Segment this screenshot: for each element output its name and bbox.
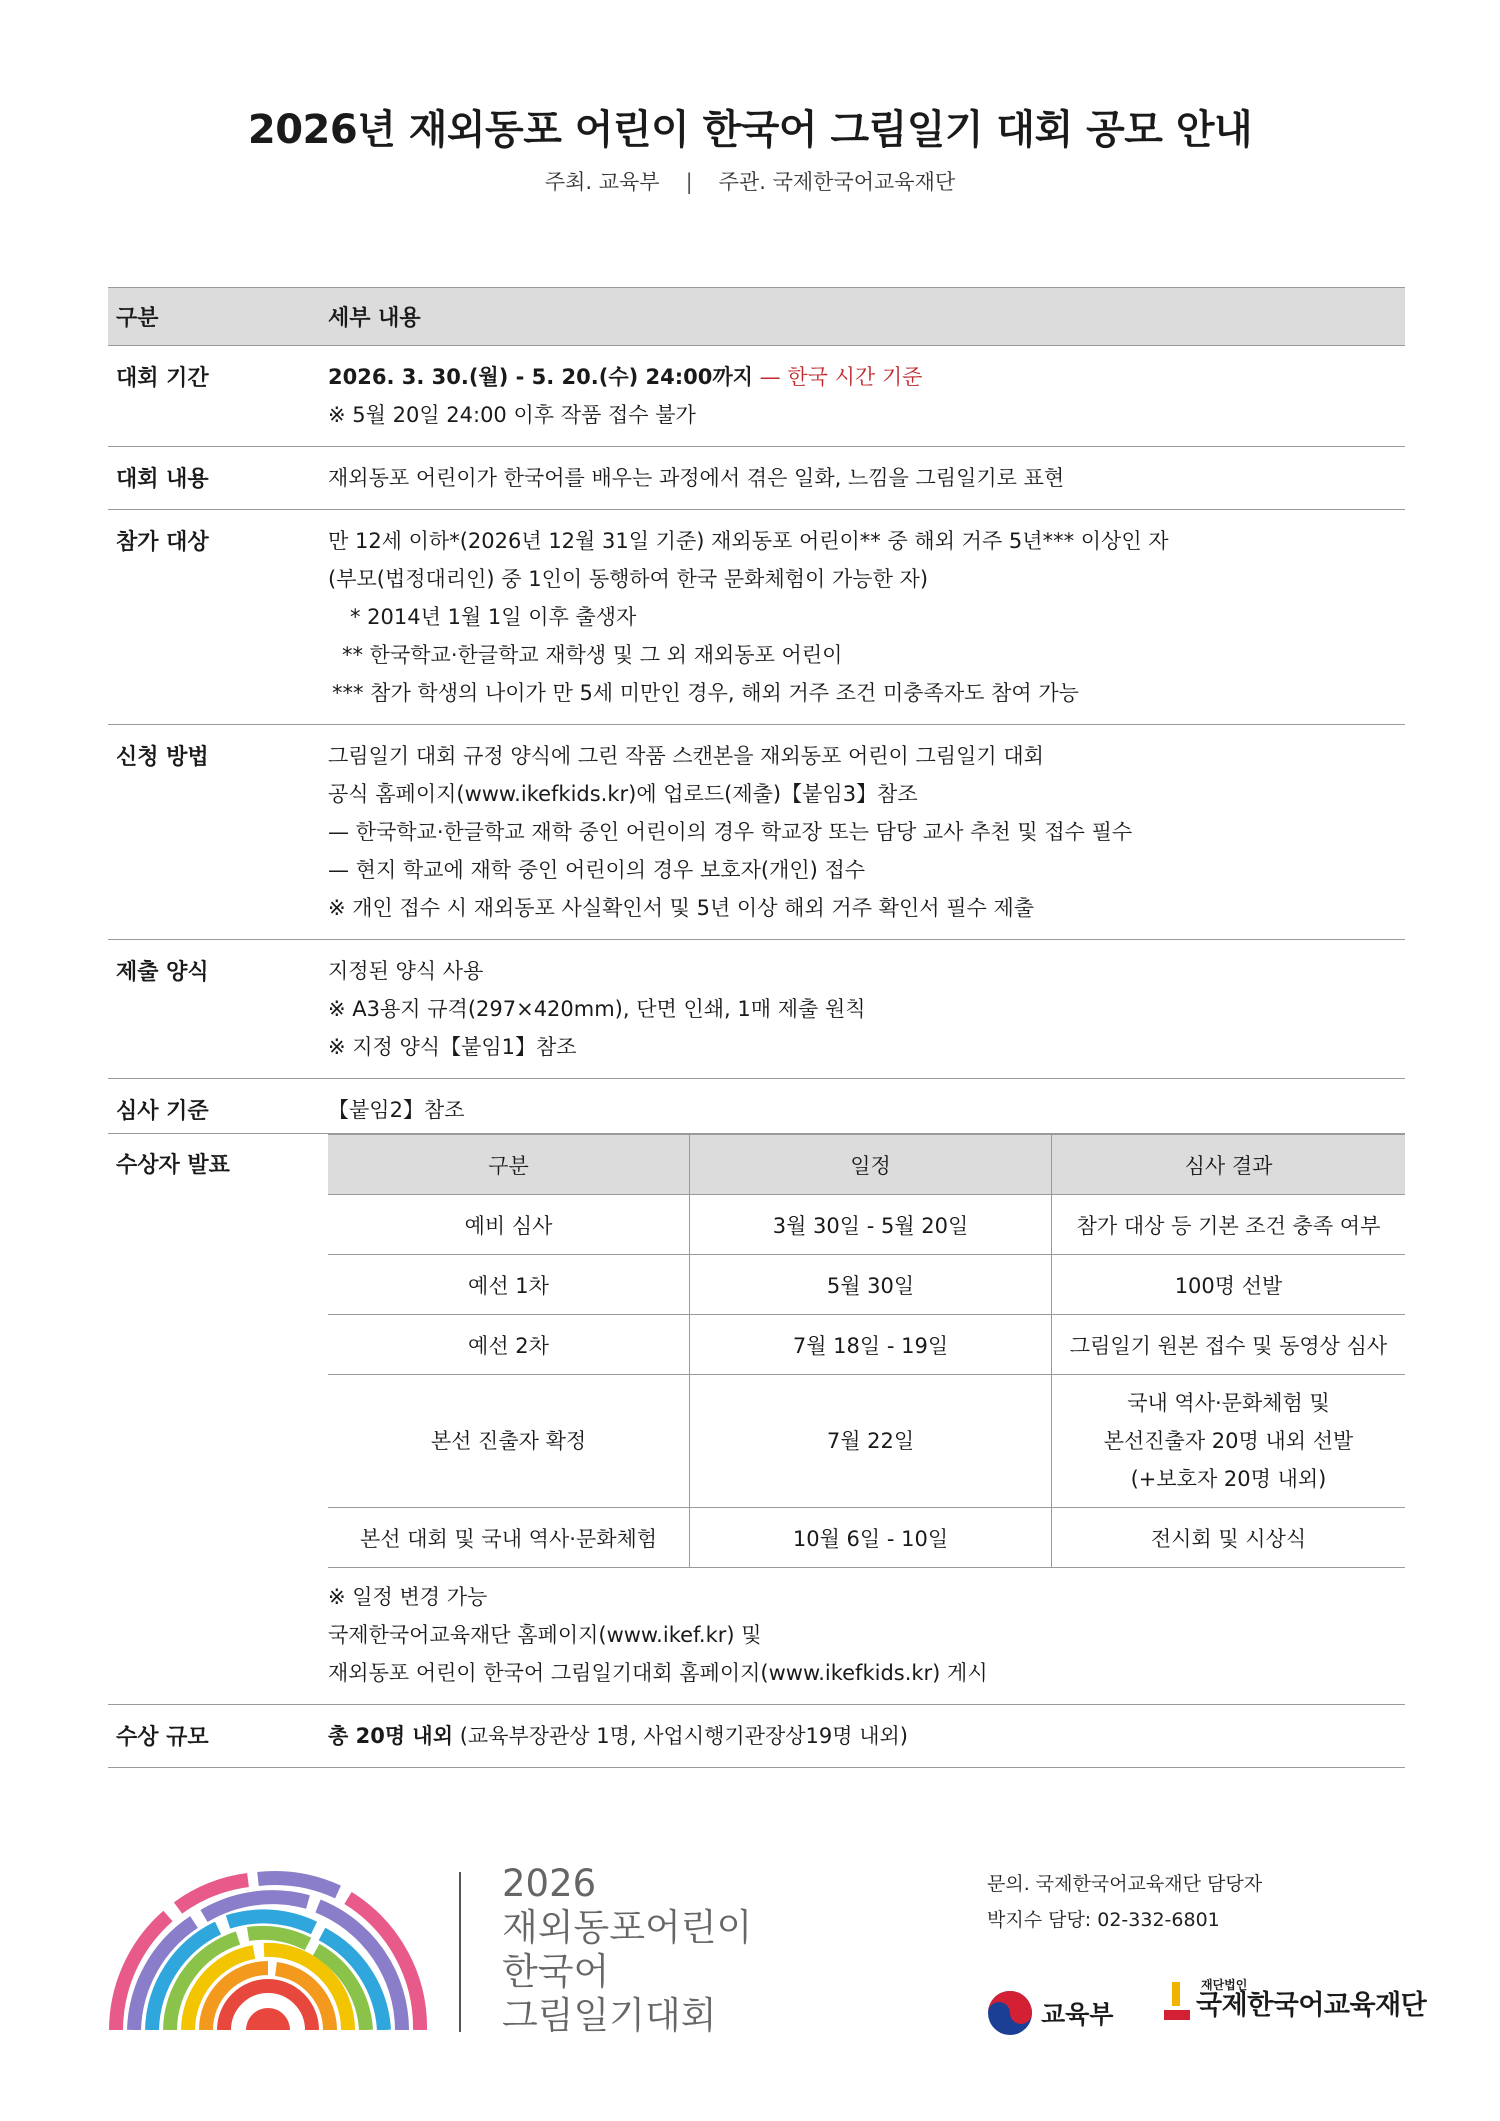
row-application [108,725,1405,940]
schedule-date: 3월 30일 - 5월 20일 [690,1195,1052,1255]
application-label: 신청 방법 [116,745,209,770]
foundation-mark-icon [1164,1980,1190,2022]
schedule-table [328,1134,1405,1568]
row-period [108,346,1405,447]
logo-text-line: 그림일기대회 [502,1994,717,2037]
schedule-header-result: 심사 결과 [1052,1135,1406,1195]
schedule-date: 7월 18일 - 19일 [690,1315,1052,1375]
eligibility-note: ** 한국학교·한글학교 재학생 및 그 외 재외동포 어린이 [342,643,843,667]
schedule-header-stage: 구분 [328,1135,690,1195]
content-label: 대회 내용 [116,467,209,492]
application-line: 공식 홈페이지(www.ikefkids.kr)에 업로드(제출)【붙임3】참조 [328,782,918,806]
announcement-label: 수상자 발표 [116,1153,230,1178]
ikef-text: 국제한국어교육재단 [1196,1990,1427,2021]
schedule-stage: 본선 진출자 확정 [328,1375,690,1508]
application-line: 그림일기 대회 규정 양식에 그린 작품 스캔본을 재외동포 어린이 그림일기 대회 [328,744,1044,768]
eligibility-line: (부모(법정대리인) 중 1인이 동행하여 한국 문화체험이 가능한 자) [328,567,929,591]
header-detail: 세부 내용 [328,306,421,331]
schedule-stage: 예비 심사 [328,1195,690,1255]
contest-logo-icon [108,1870,428,2030]
schedule-stage: 예선 1차 [328,1255,690,1315]
schedule-result: 참가 대상 등 기본 조건 충족 여부 [1052,1195,1406,1255]
application-line: — 한국학교·한글학교 재학 중인 어린이의 경우 학교장 또는 담당 교사 추천 및 접수 필수 [328,820,1133,844]
schedule-stage: 본선 대회 및 국내 역사·문화체험 [328,1508,690,1568]
schedule-result: 그림일기 원본 접수 및 동영상 심사 [1052,1315,1406,1375]
schedule-row [328,1508,1405,1568]
contact-line: 문의. 국제한국어교육재단 담당자 [987,1873,1263,1895]
row-criteria [108,1079,1405,1134]
schedule-row [328,1375,1405,1508]
eligibility-note: * 2014년 1월 1일 이후 출생자 [350,605,637,629]
period-label: 대회 기간 [116,366,209,391]
submission-line: ※ A3용지 규격(297×420mm), 단면 인쇄, 1매 제출 원칙 [328,997,866,1021]
period-sub-note: ※ 5월 20일 24:00 이후 작품 접수 불가 [328,403,696,427]
row-content [108,447,1405,510]
schedule-result [1052,1375,1406,1508]
footer-divider [459,1872,461,2032]
eligibility-note: *** 참가 학생의 나이가 만 5세 미만인 경우, 해외 거주 조건 미충족자도 참여 가능 [332,681,1079,705]
info-table-header [108,287,1405,346]
schedule-result: 전시회 및 시상식 [1052,1508,1406,1568]
schedule-row [328,1195,1405,1255]
content-text: 재외동포 어린이가 한국어를 배우는 과정에서 겪은 일화, 느낌을 그림일기로 표현 [328,466,1065,490]
announcement-note: 국제한국어교육재단 홈페이지(www.ikef.kr) 및 [328,1623,762,1647]
logo-text-line: 재외동포어린이 [502,1906,753,1949]
ikef-logo [1164,1980,1426,2022]
schedule-date: 5월 30일 [690,1255,1052,1315]
info-table [108,287,1405,1768]
period-main: 2026. 3. 30.(월) - 5. 20.(수) 24:00까지 [328,365,753,389]
header-category: 구분 [116,306,159,331]
moe-text: 교육부 [1041,2000,1114,2029]
submission-line: 지정된 양식 사용 [328,959,484,983]
awards-total: 총 20명 내외 [328,1724,453,1748]
schedule-stage: 예선 2차 [328,1315,690,1375]
organizer-text: 주관. 국제한국어교육재단 [718,170,956,194]
contest-logo-text [502,1862,752,2038]
contact-line: 박지수 담당: 02-332-6801 [987,1909,1220,1931]
schedule-header-date: 일정 [690,1135,1052,1195]
period-timezone-note: — 한국 시간 기준 [759,365,923,389]
row-awards [108,1705,1405,1768]
eligibility-label: 참가 대상 [116,530,209,555]
eligibility-line: 만 12세 이하*(2026년 12월 31일 기준) 재외동포 어린이** 중 해외 거주 5년*** 이상인 자 [328,529,1169,553]
application-line: — 현지 학교에 재학 중인 어린이의 경우 보호자(개인) 접수 [328,858,866,882]
schedule-result-line: (+보호자 20명 내외) [1130,1467,1327,1491]
announcement-note: ※ 일정 변경 가능 [328,1585,488,1609]
schedule-result: 100명 선발 [1052,1255,1406,1315]
logo-text-line: 2026 [502,1862,597,1905]
page-title: 2026년 재외동포 어린이 한국어 그림일기 대회 공모 안내 [247,107,1253,153]
schedule-result-line: 국내 역사·문화체험 및 [1127,1391,1330,1415]
taegeuk-icon [987,1990,1033,2036]
subtitle-separator: | [685,170,693,194]
logo-text-line: 한국어 [502,1950,610,1993]
contact-info [987,1866,1262,1938]
submission-label: 제출 양식 [116,960,209,985]
application-line: ※ 개인 접수 시 재외동포 사실확인서 및 5년 이상 해외 거주 확인서 필수 제출 [328,896,1035,920]
schedule-date: 10월 6일 - 10일 [690,1508,1052,1568]
row-announcement [108,1134,1405,1705]
awards-label: 수상 규모 [116,1725,209,1750]
schedule-header-row [328,1135,1405,1195]
criteria-label: 심사 기준 [116,1099,209,1124]
ikef-prefix: 재단법인 [1201,1978,1248,1992]
host-text: 주최. 교육부 [544,170,660,194]
schedule-result-line: 본선진출자 20명 내외 선발 [1103,1429,1354,1453]
moe-logo [987,1990,1113,2036]
row-submission [108,940,1405,1079]
submission-line: ※ 지정 양식【붙임1】참조 [328,1035,577,1059]
page-subtitle [0,166,1500,196]
schedule-row [328,1315,1405,1375]
announcement-note: 재외동포 어린이 한국어 그림일기대회 홈페이지(www.ikefkids.kr) 게시 [328,1661,988,1685]
schedule-date: 7월 22일 [690,1375,1052,1508]
awards-detail: (교육부장관상 1명, 사업시행기관장상19명 내외) [459,1724,909,1748]
row-eligibility [108,510,1405,725]
schedule-row [328,1255,1405,1315]
criteria-text: 【붙임2】참조 [328,1098,465,1122]
